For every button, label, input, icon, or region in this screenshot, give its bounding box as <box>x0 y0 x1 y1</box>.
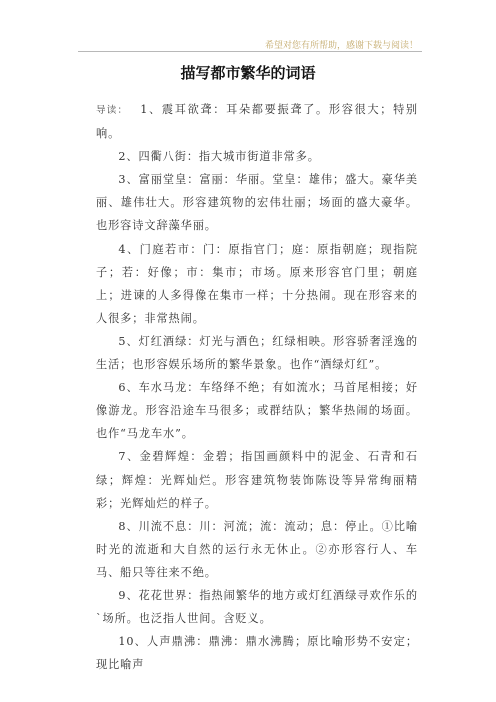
document-body <box>96 98 418 676</box>
paragraph-entry-4: 4、门庭若市：门：原指官门；庭：原指朝庭；现指院子；若：好像；市：集市；市场。原来形容官门里；朝庭上；进谏的人多得像在集市一样；十分热闹。现在形容来的人很多；非常热闹。 <box>96 242 418 325</box>
paragraph-entry-2: 2、四衢八街：指大城市街道非常多。 <box>118 150 320 164</box>
paragraph-entry-7: 7、金碧辉煌：金碧；指国画颜料中的泥金、石青和石绿；辉煌：光辉灿烂。形容建筑物装饰陈设等异常绚丽精彩；光辉灿烂的样子。 <box>96 450 418 510</box>
header-divider <box>78 51 422 52</box>
intro-label: 导读： <box>96 105 129 116</box>
page-title: 描写都市繁华的词语 <box>180 64 316 82</box>
paragraph-entry-9: 9、花花世界：指热闹繁华的地方或灯红酒绿寻欢作乐的`场所。也泛指人世间。含贬义。 <box>96 588 418 626</box>
paragraph-entry-6: 6、车水马龙：车络绎不绝；有如流水；马首尾相接；好像游龙。形容沿途车马很多；或群结队；繁华热闹的场面。也作“马龙车水”。 <box>96 381 418 441</box>
paragraph-entry-3: 3、富丽堂皇：富丽：华丽。堂皇：雄伟；盛大。豪华美丽、雄伟壮大。形容建筑物的宏伟壮丽；场面的盛大豪华。也形容诗文辞藻华丽。 <box>96 173 418 233</box>
paragraph-entry-1 <box>96 98 418 145</box>
header-note: 希望对您有所帮助，感谢下载与阅读！ <box>264 41 418 51</box>
paragraph-entry-5: 5、灯红酒绿：灯光与酒色；红绿相映。形容骄奢淫逸的生活；也形容娱乐场所的繁华景象。也作“酒绿灯红”。 <box>96 334 418 372</box>
paragraph-entry-8: 8、川流不息：川：河流；流：流动；息：停止。①比喻时光的流逝和大自然的运行永无休止。②亦形容行人、车马、船只等往来不绝。 <box>96 519 418 579</box>
paragraph-entry-10: 10、人声鼎沸：鼎沸：鼎水沸腾；原比喻形势不安定；现比喻声 <box>96 635 418 672</box>
entry-text: 1、震耳欲聋：耳朵都要振聋了。形容很大；特别响。 <box>96 103 418 141</box>
